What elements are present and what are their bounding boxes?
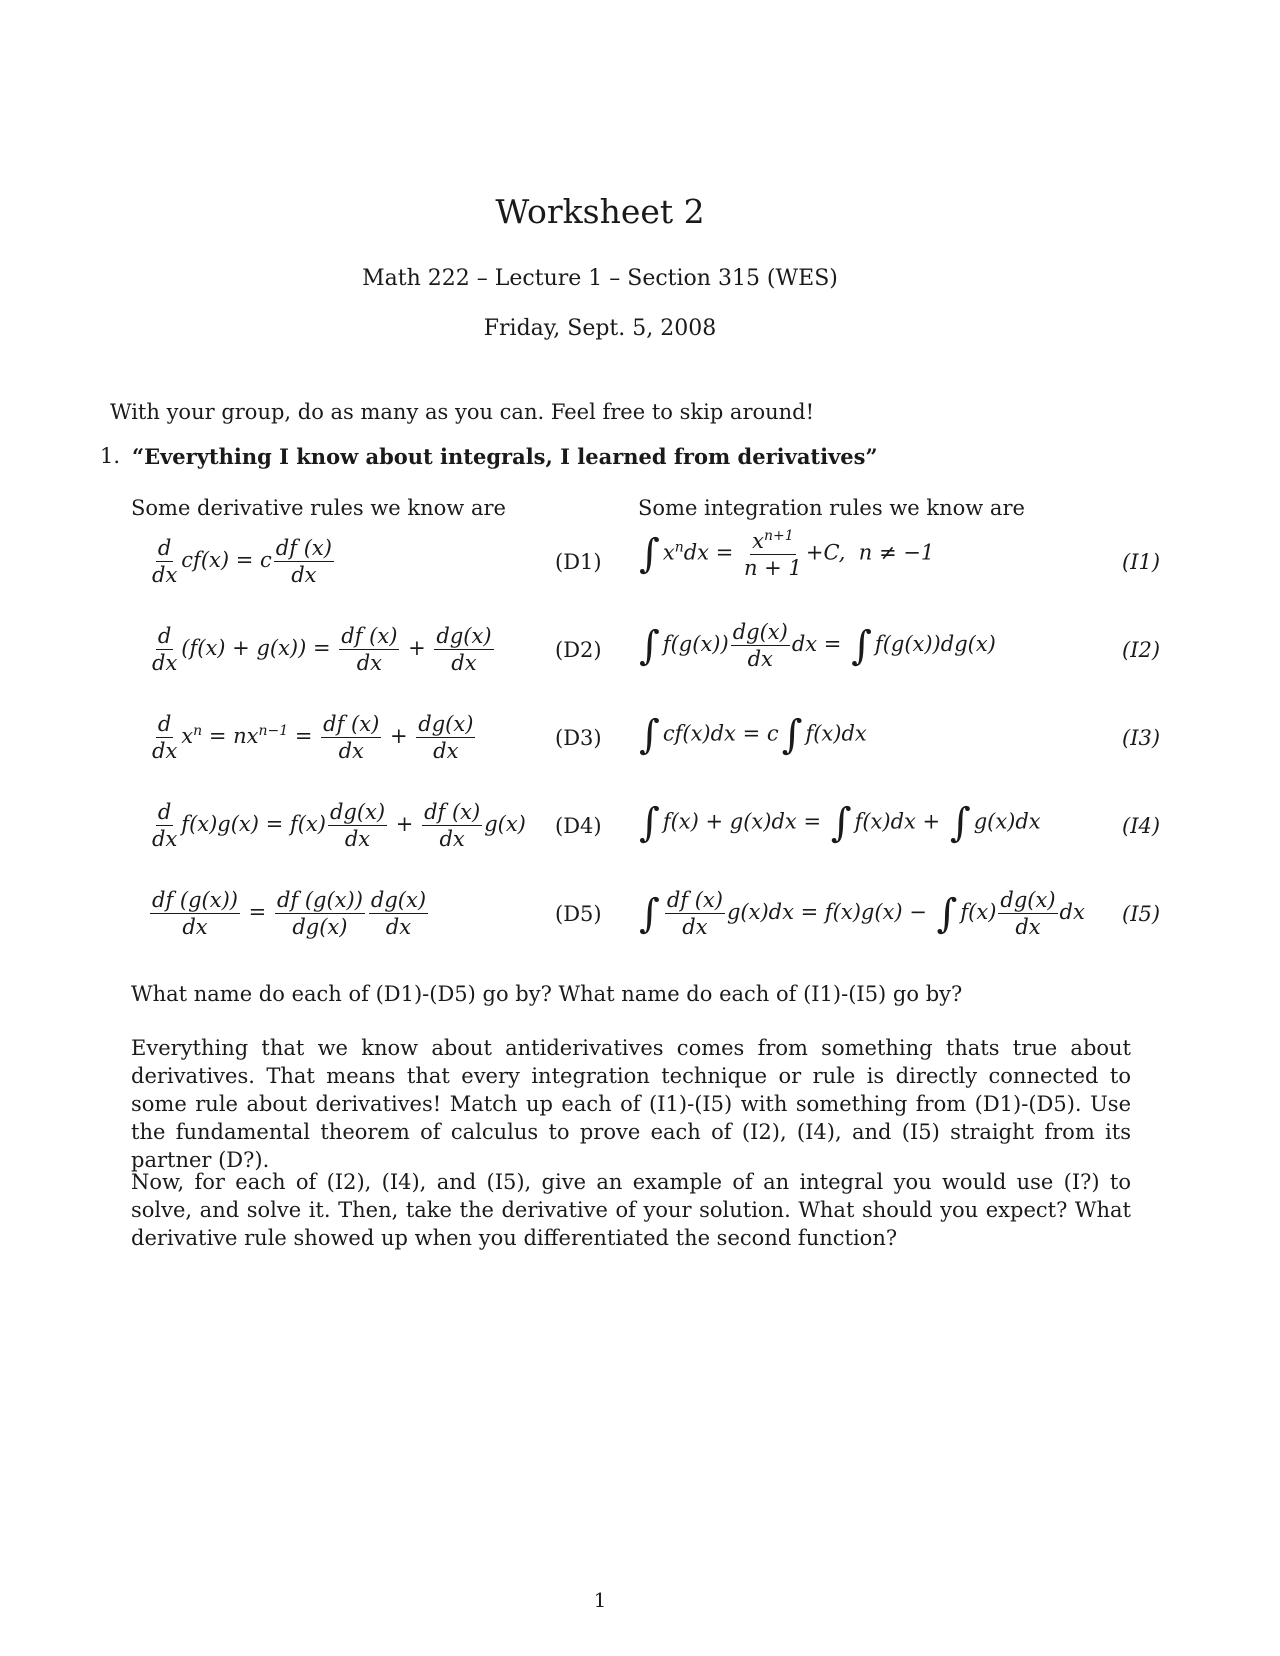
page-title: Worksheet 2: [495, 192, 705, 231]
derivative-rule-d4: $\frac{d}{dx}$ f(x)g(x) = f(x) $\frac{dg(x)}{dx}$ + $\frac{df (x)}{dx}$ g(x): [152, 800, 526, 852]
problem-title: “Everything I know about integrals, I learned from derivatives”: [132, 444, 878, 469]
label-d1: (D1): [555, 550, 602, 574]
label-i5: (I5): [1122, 902, 1161, 926]
label-i1: (I1): [1122, 550, 1161, 574]
label-d4: (D4): [555, 814, 602, 838]
integral-rule-i3: ∫ cf(x)dx = c∫ f(x)dx: [639, 712, 867, 758]
label-i4: (I4): [1122, 814, 1161, 838]
derivative-rule-d2: $\frac{d}{dx}$ (f(x) + g(x)) = $\frac{df (x)}{dx}$ + $\frac{dg(x)}{dx}$: [152, 624, 492, 676]
problem-number: 1.: [100, 444, 121, 468]
integral-rule-i1: ∫ $x^ndx$ = $\frac{x^{n+1}}{n + 1}$ +C, n ≠ −1: [639, 528, 935, 581]
label-d5: (D5): [555, 902, 602, 926]
integral-rule-i2: ∫ f(g(x)) $\frac{dg(x)}{dx}$ dx = ∫ f(g(x))dg(x): [639, 620, 996, 672]
derivative-rule-d3: $\frac{d}{dx}$ $x^n = nx^{n-1}$ = $\frac{df (x)}{dx}$ + $\frac{dg(x)}{dx}$: [152, 712, 474, 764]
label-i2: (I2): [1122, 638, 1161, 662]
derivative-rules-heading: Some derivative rules we know are: [131, 496, 506, 520]
question-text: What name do each of (D1)-(D5) go by? What name do each of (I1)-(I5) go by?: [131, 982, 963, 1006]
label-d2: (D2): [555, 638, 602, 662]
integration-rules-heading: Some integration rules we know are: [638, 496, 1025, 520]
label-d3: (D3): [555, 726, 602, 750]
intro-text: With your group, do as many as you can. Feel free to skip around!: [110, 400, 815, 424]
integral-rule-i5: ∫ $\frac{df (x)}{dx}$ g(x)dx = f(x)g(x) − ∫ f(x) $\frac{dg(x)}{dx}$ dx: [639, 888, 1085, 940]
label-i3: (I3): [1122, 726, 1161, 750]
worksheet-date: Friday, Sept. 5, 2008: [483, 316, 717, 341]
paragraph-two: Now, for each of (I2), (I4), and (I5), give an example of an integral you would use (I?) to solve, and solve it. Then, take the derivative of your solution. What should you expect? What derivative rule showed up when you differentiated the second function?: [131, 1170, 1131, 1250]
paragraph-one: Everything that we know about antiderivatives comes from something thats true about derivatives. That means that every integration technique or rule is directly connected to some rule about derivatives! Match up each of (I1)-(I5) with something from (D1)-(D5). Use the fundamental theorem of calculus to prove each of (I2), (I4), and (I5) straight from its partner (D?).: [131, 1036, 1131, 1172]
page-number: 1: [593, 1588, 607, 1612]
derivative-rule-d5: $\frac{df (g(x))}{dx}$ = $\frac{df (g(x))}{dg(x)}$ $\frac{dg(x)}{dx}$: [152, 888, 427, 940]
course-subtitle: Math 222 – Lecture 1 – Section 315 (WES): [362, 266, 838, 291]
derivative-rule-d1: $\frac{d}{dx}$ cf(x) = c $\frac{df (x)}{dx}$: [152, 536, 332, 588]
integral-rule-i4: ∫ f(x) + g(x)dx = ∫ f(x)dx + ∫ g(x)dx: [639, 800, 1041, 846]
